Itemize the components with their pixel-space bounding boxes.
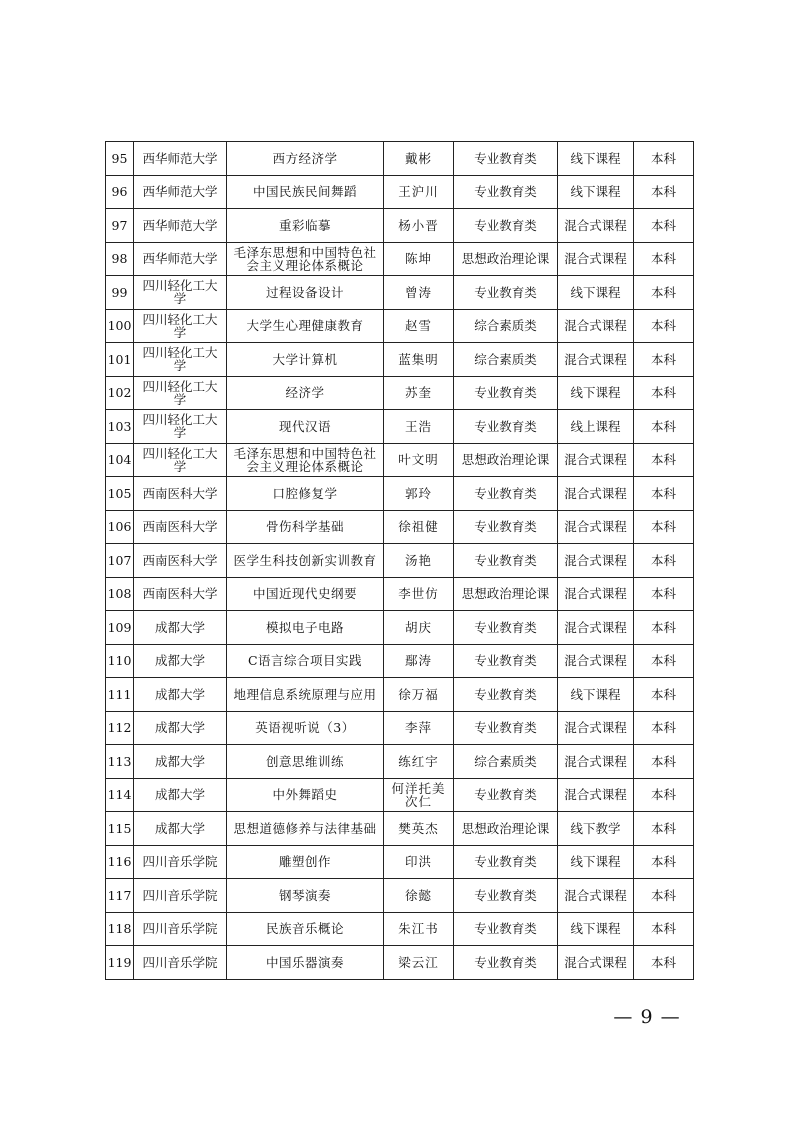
education-level-cell: 本科 (634, 845, 694, 879)
school-name-cell: 成都大学 (134, 745, 227, 779)
teacher-name-cell: 戴彬 (384, 142, 454, 176)
teacher-name-cell: 蓝集明 (384, 343, 454, 377)
education-level-cell: 本科 (634, 912, 694, 946)
school-name-cell: 成都大学 (134, 644, 227, 678)
course-category-cell: 综合素质类 (454, 309, 558, 343)
course-category-cell: 专业教育类 (454, 544, 558, 578)
row-number-cell: 112 (106, 711, 134, 745)
education-level-cell: 本科 (634, 879, 694, 913)
school-name-cell: 西南医科大学 (134, 477, 227, 511)
education-level-cell: 本科 (634, 309, 694, 343)
table-row (106, 912, 694, 946)
teacher-name-cell: 徐懿 (384, 879, 454, 913)
school-name-cell: 成都大学 (134, 711, 227, 745)
row-number-cell: 98 (106, 242, 134, 276)
education-level-cell: 本科 (634, 242, 694, 276)
course-mode-cell: 混合式课程 (558, 309, 634, 343)
course-mode-cell: 线下课程 (558, 912, 634, 946)
course-category-cell: 专业教育类 (454, 376, 558, 410)
row-number-cell: 101 (106, 343, 134, 377)
course-name-cell: 毛泽东思想和中国特色社会主义理论体系概论 (227, 242, 384, 276)
table-row (106, 276, 694, 310)
table-row (106, 175, 694, 209)
course-category-cell: 专业教育类 (454, 410, 558, 444)
table-row (106, 410, 694, 444)
school-name-cell: 西南医科大学 (134, 544, 227, 578)
table-row (106, 209, 694, 243)
course-mode-cell: 线下课程 (558, 142, 634, 176)
course-category-cell: 专业教育类 (454, 678, 558, 712)
page-number: — 9 — (613, 1006, 681, 1028)
teacher-name-cell: 苏奎 (384, 376, 454, 410)
course-name-cell: 中外舞蹈史 (227, 778, 384, 812)
school-name-cell: 四川轻化工大学 (134, 309, 227, 343)
course-category-cell: 专业教育类 (454, 946, 558, 980)
row-number-cell: 95 (106, 142, 134, 176)
row-number-cell: 114 (106, 778, 134, 812)
course-name-cell: 毛泽东思想和中国特色社会主义理论体系概论 (227, 443, 384, 477)
school-name-cell: 四川轻化工大学 (134, 276, 227, 310)
teacher-name-cell: 朱江书 (384, 912, 454, 946)
course-mode-cell: 线下课程 (558, 376, 634, 410)
table-row (106, 711, 694, 745)
row-number-cell: 118 (106, 912, 134, 946)
row-number-cell: 115 (106, 812, 134, 846)
course-name-cell: 中国乐器演奏 (227, 946, 384, 980)
course-name-cell: 中国近现代史纲要 (227, 577, 384, 611)
table-row (106, 644, 694, 678)
school-name-cell: 成都大学 (134, 812, 227, 846)
course-table (105, 141, 694, 980)
education-level-cell: 本科 (634, 477, 694, 511)
education-level-cell: 本科 (634, 276, 694, 310)
school-name-cell: 成都大学 (134, 611, 227, 645)
course-name-cell: 过程设备设计 (227, 276, 384, 310)
education-level-cell: 本科 (634, 175, 694, 209)
school-name-cell: 四川音乐学院 (134, 946, 227, 980)
course-mode-cell: 混合式课程 (558, 946, 634, 980)
teacher-name-cell: 李萍 (384, 711, 454, 745)
teacher-name-cell: 曾涛 (384, 276, 454, 310)
education-level-cell: 本科 (634, 510, 694, 544)
course-name-cell: 创意思维训练 (227, 745, 384, 779)
teacher-name-cell: 叶文明 (384, 443, 454, 477)
teacher-name-cell: 徐祖健 (384, 510, 454, 544)
table-row (106, 142, 694, 176)
table-row (106, 845, 694, 879)
education-level-cell: 本科 (634, 410, 694, 444)
course-mode-cell: 混合式课程 (558, 745, 634, 779)
course-category-cell: 专业教育类 (454, 209, 558, 243)
table-row (106, 778, 694, 812)
teacher-name-cell: 梁云江 (384, 946, 454, 980)
school-name-cell: 西华师范大学 (134, 242, 227, 276)
school-name-cell: 四川轻化工大学 (134, 343, 227, 377)
row-number-cell: 110 (106, 644, 134, 678)
course-category-cell: 专业教育类 (454, 510, 558, 544)
row-number-cell: 111 (106, 678, 134, 712)
education-level-cell: 本科 (634, 812, 694, 846)
school-name-cell: 四川音乐学院 (134, 879, 227, 913)
course-name-cell: 西方经济学 (227, 142, 384, 176)
course-category-cell: 专业教育类 (454, 711, 558, 745)
course-name-cell: 民族音乐概论 (227, 912, 384, 946)
course-category-cell: 专业教育类 (454, 644, 558, 678)
course-mode-cell: 线下课程 (558, 175, 634, 209)
table-row (106, 879, 694, 913)
teacher-name-cell: 鄢涛 (384, 644, 454, 678)
school-name-cell: 西南医科大学 (134, 510, 227, 544)
table-row (106, 611, 694, 645)
row-number-cell: 113 (106, 745, 134, 779)
course-mode-cell: 混合式课程 (558, 510, 634, 544)
course-name-cell: 地理信息系统原理与应用 (227, 678, 384, 712)
course-mode-cell: 混合式课程 (558, 443, 634, 477)
teacher-name-cell: 李世仿 (384, 577, 454, 611)
teacher-name-cell: 印洪 (384, 845, 454, 879)
teacher-name-cell: 杨小晋 (384, 209, 454, 243)
education-level-cell: 本科 (634, 209, 694, 243)
course-category-cell: 专业教育类 (454, 611, 558, 645)
education-level-cell: 本科 (634, 376, 694, 410)
row-number-cell: 116 (106, 845, 134, 879)
course-name-cell: 现代汉语 (227, 410, 384, 444)
teacher-name-cell: 樊英杰 (384, 812, 454, 846)
education-level-cell: 本科 (634, 946, 694, 980)
course-category-cell: 综合素质类 (454, 745, 558, 779)
course-mode-cell: 混合式课程 (558, 611, 634, 645)
table-row (106, 443, 694, 477)
row-number-cell: 119 (106, 946, 134, 980)
education-level-cell: 本科 (634, 778, 694, 812)
row-number-cell: 117 (106, 879, 134, 913)
teacher-name-cell: 胡庆 (384, 611, 454, 645)
school-name-cell: 西华师范大学 (134, 142, 227, 176)
course-name-cell: 骨伤科学基础 (227, 510, 384, 544)
school-name-cell: 四川轻化工大学 (134, 443, 227, 477)
table-row (106, 577, 694, 611)
table-row (106, 678, 694, 712)
course-name-cell: 重彩临摹 (227, 209, 384, 243)
teacher-name-cell: 王沪川 (384, 175, 454, 209)
course-mode-cell: 混合式课程 (558, 544, 634, 578)
course-name-cell: 钢琴演奏 (227, 879, 384, 913)
row-number-cell: 107 (106, 544, 134, 578)
table-row (106, 510, 694, 544)
table-row (106, 544, 694, 578)
course-category-cell: 综合素质类 (454, 343, 558, 377)
course-category-cell: 专业教育类 (454, 912, 558, 946)
course-category-cell: 专业教育类 (454, 276, 558, 310)
table-row (106, 242, 694, 276)
table-row (106, 946, 694, 980)
school-name-cell: 成都大学 (134, 778, 227, 812)
course-category-cell: 思想政治理论课 (454, 242, 558, 276)
course-mode-cell: 混合式课程 (558, 778, 634, 812)
course-mode-cell: 线下课程 (558, 678, 634, 712)
row-number-cell: 103 (106, 410, 134, 444)
school-name-cell: 四川轻化工大学 (134, 376, 227, 410)
course-mode-cell: 混合式课程 (558, 879, 634, 913)
table-body (106, 142, 694, 980)
course-name-cell: 思想道德修养与法律基础 (227, 812, 384, 846)
education-level-cell: 本科 (634, 577, 694, 611)
row-number-cell: 104 (106, 443, 134, 477)
table-row (106, 343, 694, 377)
teacher-name-cell: 郭玲 (384, 477, 454, 511)
course-mode-cell: 线下课程 (558, 276, 634, 310)
course-category-cell: 专业教育类 (454, 175, 558, 209)
teacher-name-cell: 陈坤 (384, 242, 454, 276)
education-level-cell: 本科 (634, 678, 694, 712)
course-name-cell: 大学生心理健康教育 (227, 309, 384, 343)
education-level-cell: 本科 (634, 611, 694, 645)
table-row (106, 745, 694, 779)
course-category-cell: 思想政治理论课 (454, 812, 558, 846)
course-mode-cell: 混合式课程 (558, 644, 634, 678)
teacher-name-cell: 何洋托美次仁 (384, 778, 454, 812)
course-category-cell: 专业教育类 (454, 879, 558, 913)
table-row (106, 376, 694, 410)
row-number-cell: 99 (106, 276, 134, 310)
course-name-cell: 模拟电子电路 (227, 611, 384, 645)
education-level-cell: 本科 (634, 343, 694, 377)
course-mode-cell: 混合式课程 (558, 343, 634, 377)
school-name-cell: 四川轻化工大学 (134, 410, 227, 444)
course-category-cell: 专业教育类 (454, 778, 558, 812)
course-name-cell: 英语视听说（3） (227, 711, 384, 745)
course-mode-cell: 混合式课程 (558, 577, 634, 611)
education-level-cell: 本科 (634, 711, 694, 745)
course-name-cell: 中国民族民间舞蹈 (227, 175, 384, 209)
course-mode-cell: 混合式课程 (558, 477, 634, 511)
course-name-cell: C语言综合项目实践 (227, 644, 384, 678)
education-level-cell: 本科 (634, 644, 694, 678)
course-name-cell: 经济学 (227, 376, 384, 410)
course-mode-cell: 线下教学 (558, 812, 634, 846)
course-mode-cell: 线上课程 (558, 410, 634, 444)
table-row (106, 477, 694, 511)
teacher-name-cell: 王浩 (384, 410, 454, 444)
course-category-cell: 专业教育类 (454, 477, 558, 511)
course-name-cell: 口腔修复学 (227, 477, 384, 511)
school-name-cell: 成都大学 (134, 678, 227, 712)
teacher-name-cell: 练红宇 (384, 745, 454, 779)
school-name-cell: 西华师范大学 (134, 209, 227, 243)
course-category-cell: 专业教育类 (454, 845, 558, 879)
education-level-cell: 本科 (634, 745, 694, 779)
row-number-cell: 100 (106, 309, 134, 343)
teacher-name-cell: 赵雪 (384, 309, 454, 343)
school-name-cell: 四川音乐学院 (134, 845, 227, 879)
school-name-cell: 西南医科大学 (134, 577, 227, 611)
school-name-cell: 四川音乐学院 (134, 912, 227, 946)
school-name-cell: 西华师范大学 (134, 175, 227, 209)
table-row (106, 309, 694, 343)
course-category-cell: 思想政治理论课 (454, 443, 558, 477)
course-mode-cell: 混合式课程 (558, 209, 634, 243)
course-name-cell: 大学计算机 (227, 343, 384, 377)
course-category-cell: 思想政治理论课 (454, 577, 558, 611)
education-level-cell: 本科 (634, 142, 694, 176)
course-mode-cell: 混合式课程 (558, 711, 634, 745)
row-number-cell: 109 (106, 611, 134, 645)
course-mode-cell: 混合式课程 (558, 242, 634, 276)
education-level-cell: 本科 (634, 544, 694, 578)
table-row (106, 812, 694, 846)
row-number-cell: 108 (106, 577, 134, 611)
education-level-cell: 本科 (634, 443, 694, 477)
row-number-cell: 105 (106, 477, 134, 511)
row-number-cell: 96 (106, 175, 134, 209)
course-name-cell: 雕塑创作 (227, 845, 384, 879)
row-number-cell: 106 (106, 510, 134, 544)
course-category-cell: 专业教育类 (454, 142, 558, 176)
teacher-name-cell: 汤艳 (384, 544, 454, 578)
teacher-name-cell: 徐万福 (384, 678, 454, 712)
row-number-cell: 102 (106, 376, 134, 410)
course-mode-cell: 线下课程 (558, 845, 634, 879)
row-number-cell: 97 (106, 209, 134, 243)
course-name-cell: 医学生科技创新实训教育 (227, 544, 384, 578)
